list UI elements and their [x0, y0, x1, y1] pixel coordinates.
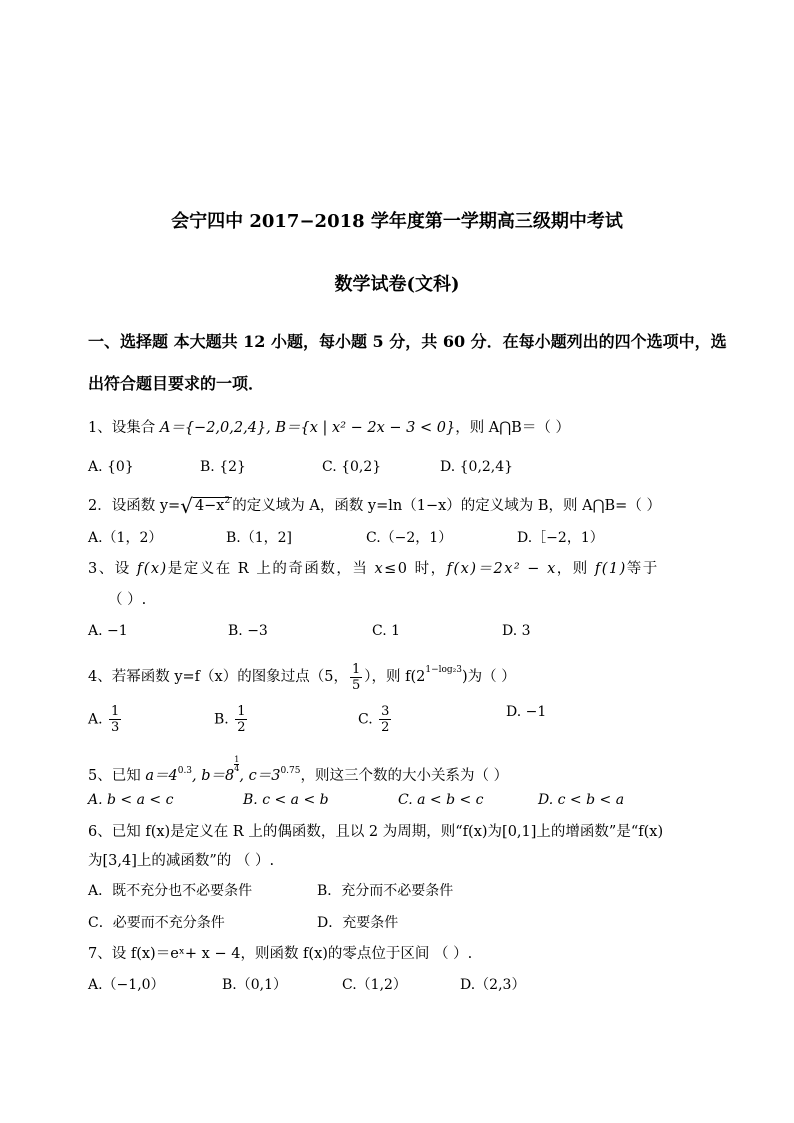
q3-suffix: 等于 [626, 561, 659, 577]
q4-suffix: )为（ ） [462, 669, 516, 685]
q2-option-b: B.（1，2] [226, 530, 293, 546]
q4-option-b [214, 704, 249, 735]
q1-option-a: A. {0} [88, 459, 134, 475]
q4-option-a-num: 1 [111, 704, 120, 719]
q4-option-d-text: −1 [521, 704, 547, 720]
q5-prefix: 5、已知 [88, 768, 146, 784]
q6-option-a: A．既不充分也不必要条件 [88, 883, 253, 899]
question-6-line2: 为[3,4]上的减函数”的 （ ）. [88, 853, 275, 869]
q7-option-a: A.（−1,0） [88, 977, 165, 993]
question-4 [88, 660, 516, 693]
q3-prefix: 3、设 [88, 561, 137, 577]
q1-math: A＝{−2,0,2,4}, B＝{x | x² − 2x − 3 < 0} [159, 420, 456, 436]
q2-prefix: 2．设函数 y= [88, 498, 181, 514]
question-1 [88, 418, 570, 438]
q1-option-d: D. {0,2,4} [440, 459, 514, 475]
q2-sqrt: √ $4-x^2$ [180, 494, 231, 518]
q3-formula: f(x)＝2x² − x [446, 561, 557, 577]
q6-option-b: B．充分而不必要条件 [317, 883, 454, 899]
q7-option-d: D.（2,3） [460, 977, 526, 993]
q3-option-c: C. 1 [372, 623, 401, 639]
question-7: 7、设 f(x)＝eˣ+ x − 4，则函数 f(x)的零点位于区间 （ ）. [88, 946, 473, 962]
q4-option-d [506, 702, 546, 722]
q4-exponent: 1−log₂3 [425, 665, 463, 675]
q5-b-exp-den: 4 [234, 764, 240, 773]
q3-fx: f(x) [136, 561, 168, 577]
question-2 [88, 491, 661, 516]
q2-option-a: A.（1，2） [88, 530, 163, 546]
q3-option-a: A. −1 [88, 623, 128, 639]
q2-option-c: C.（−2，1） [366, 530, 453, 546]
q1-option-c: C. {0,2} [322, 459, 382, 475]
section-heading-line1: 一、选择题 本大题共 12 小题，每小题 5 分，共 60 分．在每小题列出的四个选项中，选 [88, 332, 727, 351]
q5-option-b: B. c < a < b [243, 792, 329, 808]
q4-fraction [350, 662, 362, 693]
q4-frac-den: 5 [351, 677, 361, 693]
q4-option-c-label: C. [358, 711, 373, 728]
q5-b-exp-num: 1 [234, 755, 240, 764]
q7-option-c: C.（1,2） [342, 977, 407, 993]
q5-suffix: ，则这三个数的大小关系为（ ） [300, 768, 509, 784]
exam-subtitle: 数学试卷(文科) [334, 274, 460, 295]
q5-option-a: A. b < a < c [88, 792, 174, 808]
q4-option-c-num: 3 [381, 704, 390, 719]
q5-c: , c＝3 [239, 768, 281, 784]
q1-prefix: 1、设集合 [88, 420, 160, 436]
q4-option-c-den: 2 [381, 720, 390, 735]
q3-mid1: 是定义在 R 上的奇函数，当 [167, 561, 375, 577]
q4-option-b-den: 2 [237, 720, 246, 735]
q6-option-c: C．必要而不充分条件 [88, 915, 225, 931]
q2-radicand-exp: 2 [224, 496, 231, 506]
exam-title: 会宁四中 2017−2018 学年度第一学期高三级期中考试 [171, 211, 623, 232]
q4-option-a-label: A. [88, 711, 103, 728]
question-3-line2: （ ）. [108, 592, 147, 608]
q1-option-b: B. {2} [200, 459, 246, 475]
q3-mid3: ，则 [556, 561, 595, 577]
q4-prefix: 4、若幂函数 y=f（x）的图象过点（5， [88, 669, 348, 685]
question-5 [88, 756, 508, 786]
q5-a-exp: 0.3 [177, 766, 193, 776]
q5-c-exp: 0.75 [280, 766, 301, 776]
q4-option-b-label: B. [214, 711, 229, 728]
q4-option-c [358, 704, 393, 735]
q4-option-a-den: 3 [111, 720, 120, 735]
section-heading-line2: 出符合题目要求的一项． [88, 374, 265, 393]
q3-f1: f(1) [594, 561, 627, 577]
q3-mid2: ≤0 时， [384, 561, 447, 577]
q7-option-b: B.（0,1） [222, 977, 288, 993]
q5-option-d: D. c < b < a [538, 792, 625, 808]
q4-option-d-label: D. [506, 704, 522, 720]
q2-radicand: 4−x [194, 498, 225, 514]
q3-option-d: D. 3 [502, 623, 531, 639]
q2-suffix: 的定义域为 A，函数 y=ln（1−x）的定义域为 B，则 A⋂B=（ ） [232, 498, 661, 514]
q4-mid: ），则 f(2 [364, 669, 426, 685]
q4-frac-num: 1 [351, 661, 361, 677]
q1-suffix: ，则 A⋂B＝（ ） [455, 420, 570, 436]
q2-option-d: D.［−2，1） [517, 530, 604, 546]
question-3-line1 [88, 559, 659, 579]
q4-option-a [88, 704, 123, 735]
q5-option-c: C. a < b < c [398, 792, 484, 808]
q3-option-b: B. −3 [228, 623, 268, 639]
question-6-line1: 6、已知 f(x)是定义在 R 上的偶函数，且以 2 为周期，则“f(x)为[0,1]上的增函数”是“f(x) [88, 824, 664, 840]
q5-b: , b＝8 [192, 768, 235, 784]
q5-a: a＝4 [145, 768, 178, 784]
q3-x: x [374, 561, 385, 577]
q6-option-d: D．充要条件 [317, 915, 399, 931]
q4-option-b-num: 1 [237, 704, 246, 719]
